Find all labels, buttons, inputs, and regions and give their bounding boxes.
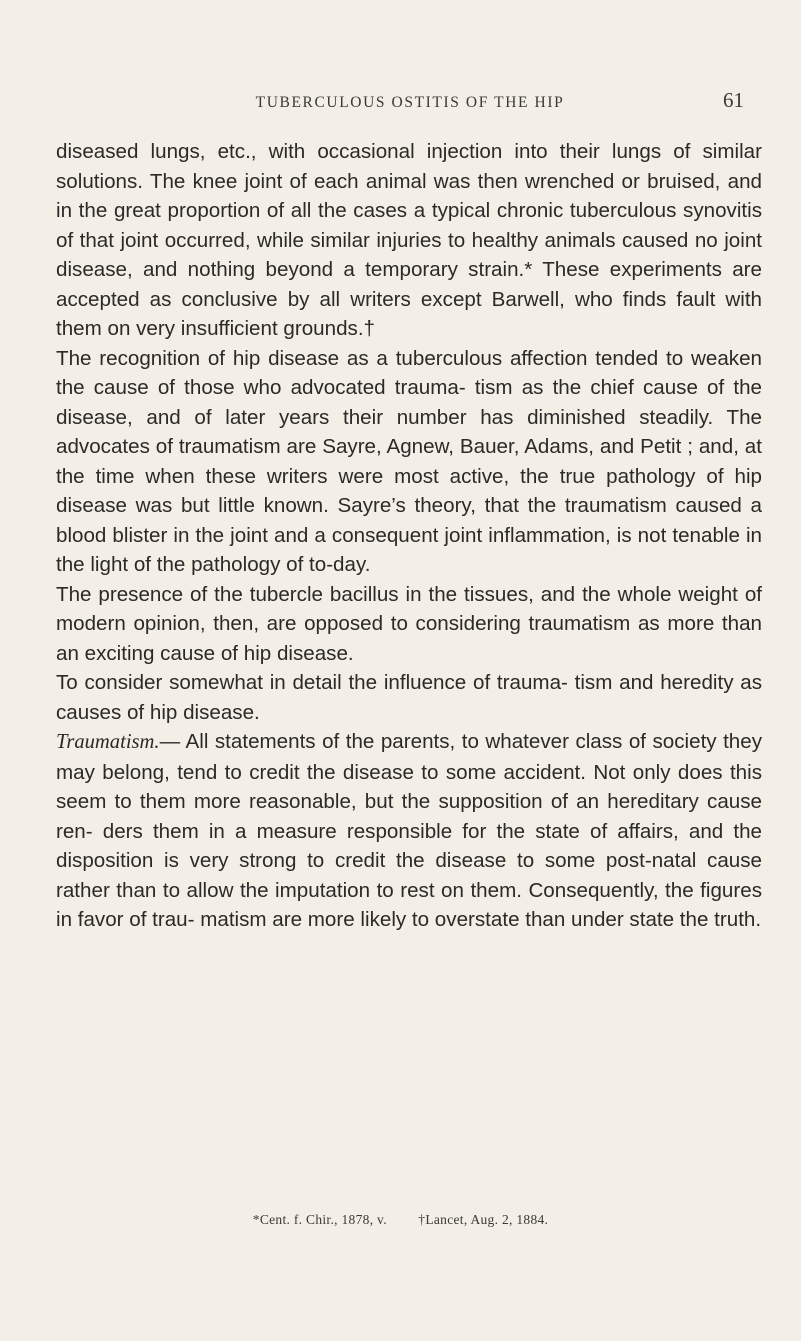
paragraph-1: diseased lungs, etc., with occasional injection into their lungs of similar solutions. The knee joint of each animal was then wrenched or bruised, and in the great proportion of all the cases a typical chronic tuberculous synovitis of that joint occurred, while similar injuries to healthy animals caused no joint disease, and nothing beyond a temporary strain.* These experiments are accepted as conclusive by all writers except Barwell, who finds fault with them on very insufficient grounds.† [56,140,762,340]
paragraph-4: To consider somewhat in detail the influence of trauma- tism and heredity as causes of hip disease. [56,671,762,724]
footnote-1: *Cent. f. Chir., 1878, v. [252,1212,387,1227]
paragraph-traumatism [56,727,762,935]
footnote-2: †Lancet, Aug. 2, 1884. [418,1212,549,1227]
traumatism-heading: Traumatism. [56,731,160,753]
footnotes [0,1212,801,1228]
traumatism-text: — All statements of the parents, to whatever class of society they may belong, tend to credit the disease to some accident. Not only does this seem to them more reasonable, but the supposition of an hereditary cause ren- ders them in a measure responsible for the state of affairs, and the disposition is very strong to credit the disease to some post-natal cause rather than to allow the imputation to rest on them. Consequently, the figures in favor of trau- matism are more likely to overstate than under state the truth. [56,730,762,931]
running-title: TUBERCULOUS OSTITIS OF THE HIP [255,94,565,111]
paragraph-2: The recognition of hip disease as a tuberculous affection tended to weaken the cause of those who advocated trauma- tism as the chief cause of the disease, and of later years their number has diminished steadily. The advocates of traumatism are Sayre, Agnew, Bauer, Adams, and Petit ; and, at the time when these writers were most active, the true pathology of hip disease was but little known. Sayre’s theory, that the traumatism caused a blood blister in the joint and a consequent joint inflammation, is not tenable in the light of the pathology of to-day. [56,346,762,576]
paragraph-3: The presence of the tubercle bacillus in the tissues, and the whole weight of modern opinion, then, are opposed to considering traumatism as more than an exciting cause of hip disease. [56,582,762,665]
page-number: 61 [723,88,744,112]
running-head [0,88,801,118]
body-text [56,137,762,935]
